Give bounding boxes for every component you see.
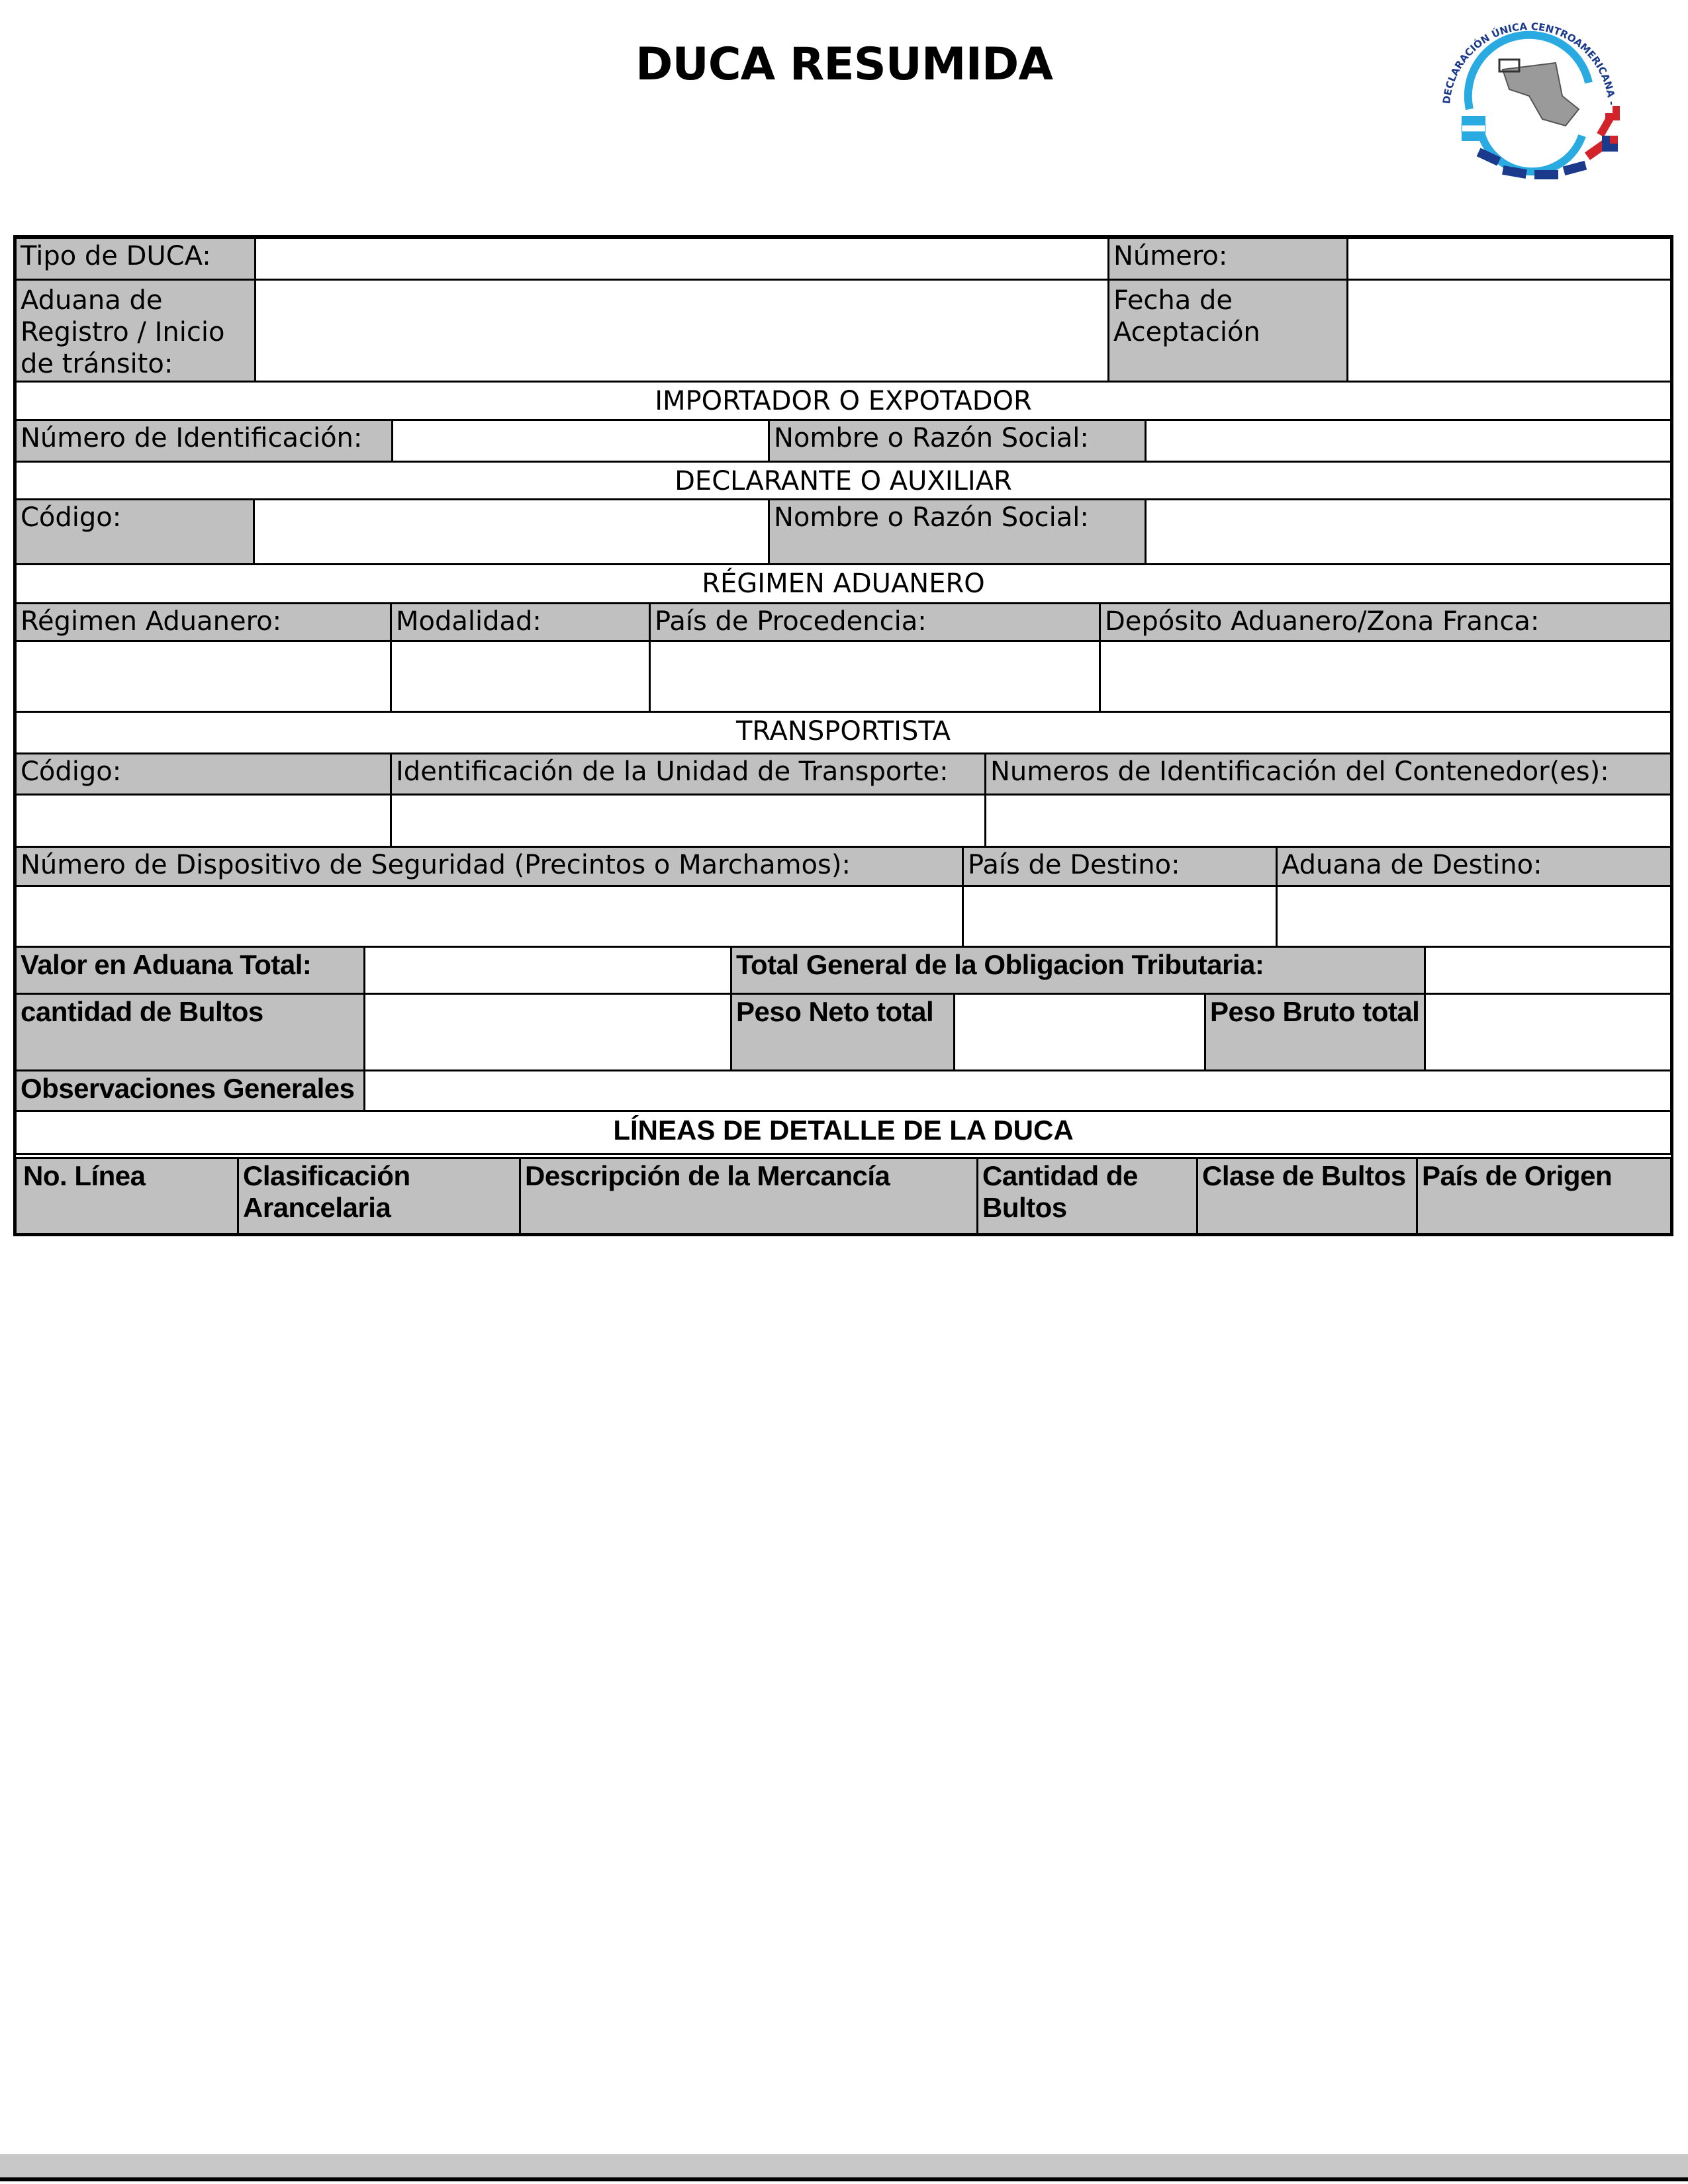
regimen-aduanero-label: Régimen Aduanero: — [15, 602, 392, 642]
footer-bar — [0, 2154, 1688, 2181]
obligacion-tributaria-label: Total General de la Obligacion Tributaria: — [730, 946, 1426, 995]
cantidad-bultos-label: cantidad de Bultos — [15, 993, 365, 1071]
aduana-destino-field[interactable] — [1276, 885, 1672, 948]
peso-bruto-field[interactable] — [1424, 993, 1672, 1071]
tipo-duca-label: Tipo de DUCA: — [15, 237, 256, 281]
lineas-header-row — [15, 1157, 1672, 1235]
fecha-aceptacion-field[interactable] — [1346, 279, 1672, 383]
logo-arc-text: DECLARACIÓN ÚNICA CENTROAMERICANA - — [1440, 20, 1618, 106]
aduana-registro-label: Aduana de Registro / Inicio de tránsito: — [15, 279, 256, 383]
importador-nombre-label: Nombre o Razón Social: — [768, 419, 1147, 463]
declarante-codigo-field[interactable] — [253, 498, 770, 565]
footer-rule — [0, 2177, 1688, 2181]
pais-procedencia-label: País de Procedencia: — [649, 602, 1101, 642]
unidad-transporte-label: Identificación de la Unidad de Transporte: — [390, 752, 986, 796]
importador-id-label: Número de Identificación: — [15, 419, 393, 463]
pais-destino-label: País de Destino: — [962, 846, 1278, 887]
regimen-section — [15, 563, 1672, 604]
row-tipo-numero — [15, 237, 1672, 281]
fecha-aceptacion-label: Fecha de Aceptación — [1107, 279, 1348, 383]
col-clase-bultos: Clase de Bultos — [1196, 1157, 1418, 1235]
transportista-heading: TRANSPORTISTA — [15, 711, 1672, 754]
cantidad-bultos-field[interactable] — [363, 993, 732, 1071]
importador-section — [15, 381, 1672, 421]
modalidad-label: Modalidad: — [390, 602, 651, 642]
observaciones-label: Observaciones Generales — [15, 1069, 365, 1112]
col-descripcion: Descripción de la Mercancía — [519, 1157, 978, 1235]
declarante-codigo-label: Código: — [15, 498, 255, 565]
duca-seal-icon — [1423, 10, 1635, 202]
transportista-codigo-label: Código: — [15, 752, 392, 796]
numero-field[interactable] — [1346, 237, 1672, 281]
unidad-transporte-field[interactable] — [390, 794, 986, 848]
col-clasificacion: Clasificación Arancelaria — [237, 1157, 521, 1235]
row-transportista-fields — [15, 794, 1672, 848]
numero-label: Número: — [1107, 237, 1348, 281]
observaciones-field[interactable] — [363, 1069, 1672, 1112]
row-dispositivo-fields — [15, 885, 1672, 948]
importador-id-field[interactable] — [391, 419, 770, 463]
obligacion-tributaria-field[interactable] — [1424, 946, 1672, 995]
row-bultos-pesos — [15, 993, 1672, 1071]
lineas-heading: LÍNEAS DE DETALLE DE LA DUCA — [15, 1110, 1672, 1155]
valor-aduana-label: Valor en Aduana Total: — [15, 946, 365, 995]
dispositivo-seguridad-label: Número de Dispositivo de Seguridad (Precintos o Marchamos): — [15, 846, 964, 887]
valor-aduana-field[interactable] — [363, 946, 732, 995]
row-transportista-labels — [15, 752, 1672, 796]
row-declarante — [15, 498, 1672, 565]
tipo-duca-field[interactable] — [254, 237, 1109, 281]
duca-logo — [1423, 10, 1635, 202]
importador-nombre-field[interactable] — [1145, 419, 1672, 463]
row-importador — [15, 419, 1672, 463]
row-regimen-labels — [15, 602, 1672, 642]
pais-destino-field[interactable] — [962, 885, 1278, 948]
declarante-section — [15, 461, 1672, 500]
modalidad-field[interactable] — [390, 640, 651, 713]
col-pais-origen: País de Origen — [1416, 1157, 1672, 1235]
declarante-nombre-field[interactable] — [1145, 498, 1672, 565]
declarante-nombre-label: Nombre o Razón Social: — [768, 498, 1147, 565]
pais-procedencia-field[interactable] — [649, 640, 1101, 713]
importador-heading: IMPORTADOR O EXPOTADOR — [15, 381, 1672, 421]
peso-neto-label: Peso Neto total — [730, 993, 955, 1071]
deposito-aduanero-label: Depósito Aduanero/Zona Franca: — [1099, 602, 1672, 642]
row-valor-obligacion — [15, 946, 1672, 995]
row-aduana-fecha — [15, 279, 1672, 383]
declarante-heading: DECLARANTE O AUXILIAR — [15, 461, 1672, 500]
row-regimen-fields — [15, 640, 1672, 713]
aduana-registro-field[interactable] — [254, 279, 1109, 383]
contenedor-field[interactable] — [984, 794, 1672, 848]
col-no-linea: No. Línea — [15, 1157, 239, 1235]
regimen-heading: RÉGIMEN ADUANERO — [15, 563, 1672, 604]
contenedor-label: Numeros de Identificación del Contenedor(es): — [984, 752, 1672, 796]
dispositivo-seguridad-field[interactable] — [15, 885, 964, 948]
col-cantidad-bultos: Cantidad de Bultos — [976, 1157, 1198, 1235]
aduana-destino-label: Aduana de Destino: — [1276, 846, 1672, 887]
lineas-section — [15, 1110, 1672, 1155]
transportista-codigo-field[interactable] — [15, 794, 392, 848]
row-dispositivo-labels — [15, 846, 1672, 887]
page-title: DUCA RESUMIDA — [635, 38, 1053, 91]
regimen-aduanero-field[interactable] — [15, 640, 392, 713]
deposito-aduanero-field[interactable] — [1099, 640, 1672, 713]
row-observaciones — [15, 1069, 1672, 1112]
transportista-section — [15, 711, 1672, 754]
peso-neto-field[interactable] — [953, 993, 1206, 1071]
peso-bruto-label: Peso Bruto total — [1204, 993, 1426, 1071]
